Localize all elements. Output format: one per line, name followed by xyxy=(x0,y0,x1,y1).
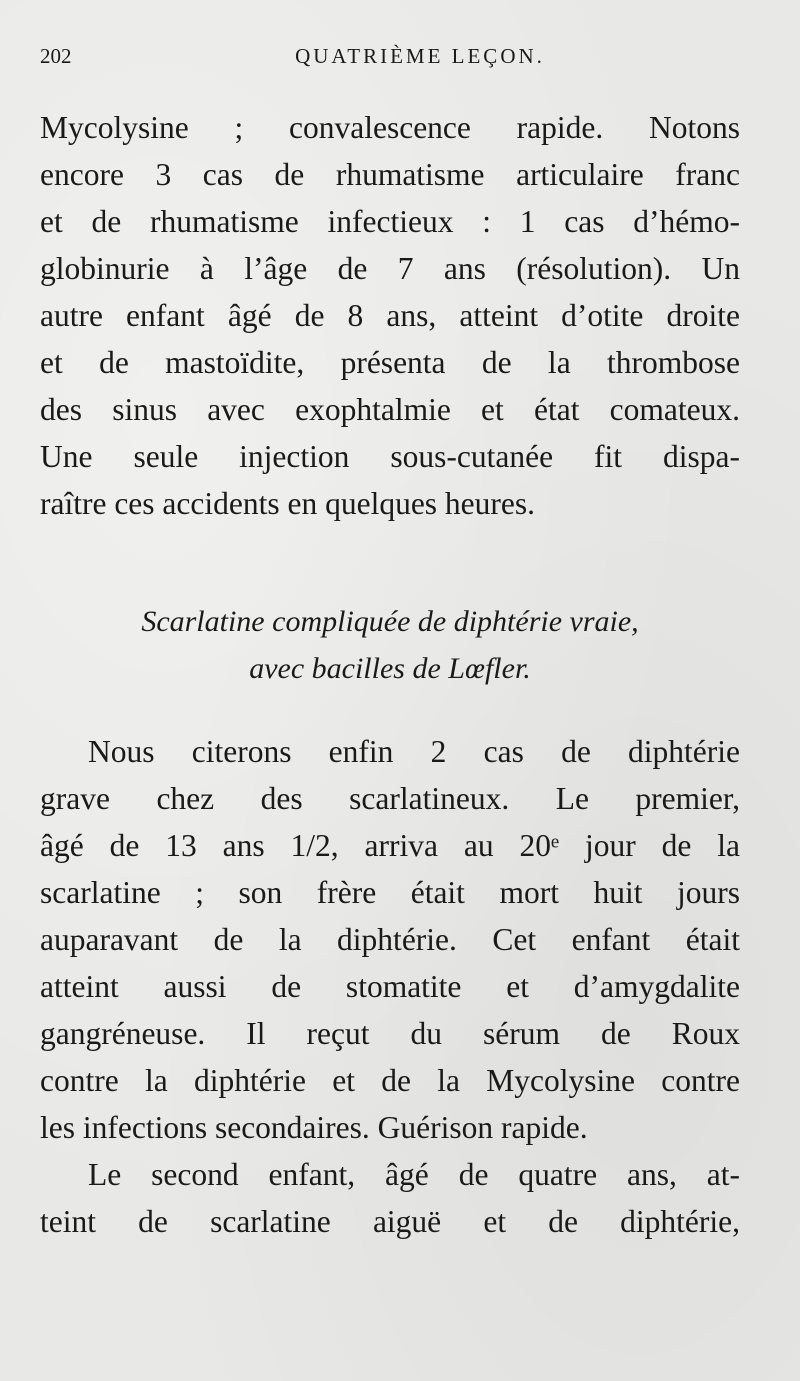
text-line: âgé de 13 ans 1/2, arriva au 20ᵉ jour de la xyxy=(40,828,740,863)
text-line: contre la diphtérie et de la Mycolysine contre xyxy=(40,1063,740,1098)
text-line: et de mastoïdite, présenta de la thrombose xyxy=(40,345,740,380)
text-line: atteint aussi de stomatite et d’amygdalite xyxy=(40,969,740,1004)
section-heading xyxy=(40,598,740,692)
text-line: Nous citerons enfin 2 cas de diphtérie xyxy=(88,734,740,769)
section-heading-line-1: Scarlatine compliquée de diphtérie vraie, xyxy=(141,605,639,638)
paragraph-2 xyxy=(40,728,740,1245)
text-line: et de rhumatisme infectieux : 1 cas d’hémo- xyxy=(40,204,740,239)
text-line: auparavant de la diphtérie. Cet enfant était xyxy=(40,922,740,957)
section-heading-line-2: avec bacilles de Lœfler. xyxy=(249,652,531,685)
text-line: les infections secondaires. Guérison rapide. xyxy=(40,1110,588,1145)
text-line: scarlatine ; son frère était mort huit jours xyxy=(40,875,740,910)
page-header xyxy=(40,44,752,80)
text-line: Mycolysine ; convalescence rapide. Notons xyxy=(40,110,740,145)
text-line: teint de scarlatine aiguë et de diphtérie, xyxy=(40,1204,740,1239)
text-line: raître ces accidents en quelques heures. xyxy=(40,486,536,521)
page-number: 202 xyxy=(40,44,72,68)
text-line: autre enfant âgé de 8 ans, atteint d’otite droite xyxy=(40,298,740,333)
text-line: Une seule injection sous-cutanée fit dispa- xyxy=(40,439,740,474)
text-line: grave chez des scarlatineux. Le premier, xyxy=(40,781,740,816)
text-line: gangréneuse. Il reçut du sérum de Roux xyxy=(40,1016,740,1051)
text-line: Le second enfant, âgé de quatre ans, at- xyxy=(88,1157,740,1192)
paragraph-1 xyxy=(40,104,740,527)
text-line: globinurie à l’âge de 7 ans (résolution). Un xyxy=(40,251,740,286)
text-line: des sinus avec exophtalmie et état comateux. xyxy=(40,392,740,427)
running-head: QUATRIÈME LEÇON. xyxy=(295,44,545,68)
text-line: encore 3 cas de rhumatisme articulaire franc xyxy=(40,157,740,192)
